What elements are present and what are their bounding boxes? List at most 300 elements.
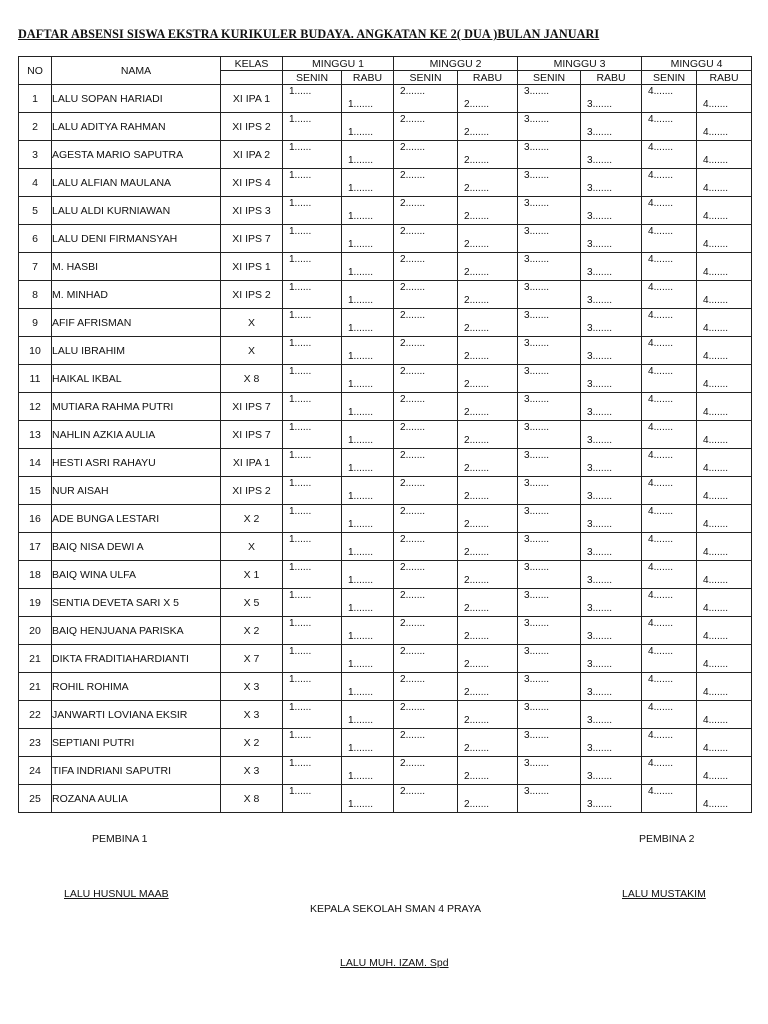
- attendance-cell-senin-4[interactable]: [642, 785, 697, 813]
- attendance-cell-senin-2[interactable]: [394, 729, 458, 757]
- attendance-cell-rabu-1[interactable]: [342, 281, 394, 309]
- attendance-cell-senin-3[interactable]: [518, 589, 581, 617]
- attendance-cell-rabu-2[interactable]: [458, 673, 518, 701]
- attendance-cell-rabu-2[interactable]: [458, 505, 518, 533]
- header-minggu-3: MINGGU 3: [518, 57, 642, 71]
- attendance-cell-senin-1[interactable]: [283, 365, 342, 393]
- table-row: [19, 197, 752, 225]
- attendance-cell-senin-4[interactable]: [642, 421, 697, 449]
- attendance-cell-senin-3[interactable]: [518, 197, 581, 225]
- attendance-cell-senin-4[interactable]: [642, 505, 697, 533]
- student-class: XI IPS 4: [221, 169, 283, 197]
- attendance-cell-senin-4[interactable]: [642, 309, 697, 337]
- attendance-cell-senin-2[interactable]: [394, 337, 458, 365]
- attendance-mark: 4.......: [648, 114, 674, 125]
- attendance-mark: 1.......: [348, 659, 374, 670]
- attendance-cell-senin-1[interactable]: [283, 673, 342, 701]
- attendance-cell-senin-4[interactable]: [642, 365, 697, 393]
- table-row: [19, 449, 752, 477]
- attendance-cell-senin-3[interactable]: [518, 533, 581, 561]
- attendance-cell-rabu-4[interactable]: [697, 421, 752, 449]
- attendance-cell-senin-2[interactable]: [394, 533, 458, 561]
- attendance-mark: 2.......: [400, 338, 426, 349]
- attendance-cell-senin-2[interactable]: [394, 617, 458, 645]
- attendance-cell-senin-4[interactable]: [642, 589, 697, 617]
- attendance-cell-rabu-1[interactable]: [342, 197, 394, 225]
- attendance-cell-senin-3[interactable]: [518, 645, 581, 673]
- student-name: SENTIA DEVETA SARI X 5: [52, 589, 221, 617]
- attendance-mark: 1.......: [348, 687, 374, 698]
- attendance-cell-rabu-4[interactable]: [697, 645, 752, 673]
- attendance-cell-rabu-2[interactable]: [458, 645, 518, 673]
- attendance-cell-rabu-4[interactable]: [697, 169, 752, 197]
- student-class: X 2: [221, 729, 283, 757]
- attendance-cell-senin-2[interactable]: [394, 449, 458, 477]
- attendance-mark: 4.......: [703, 379, 729, 390]
- attendance-cell-senin-2[interactable]: [394, 309, 458, 337]
- attendance-cell-rabu-3[interactable]: [581, 281, 642, 309]
- attendance-cell-rabu-2[interactable]: [458, 729, 518, 757]
- attendance-cell-rabu-2[interactable]: [458, 477, 518, 505]
- attendance-cell-rabu-2[interactable]: [458, 85, 518, 113]
- attendance-cell-rabu-3[interactable]: [581, 169, 642, 197]
- attendance-cell-senin-1[interactable]: [283, 449, 342, 477]
- attendance-cell-rabu-1[interactable]: [342, 141, 394, 169]
- attendance-cell-rabu-3[interactable]: [581, 561, 642, 589]
- attendance-mark: 4.......: [703, 687, 729, 698]
- attendance-cell-senin-2[interactable]: [394, 225, 458, 253]
- attendance-cell-senin-3[interactable]: [518, 757, 581, 785]
- attendance-cell-senin-2[interactable]: [394, 645, 458, 673]
- attendance-cell-rabu-2[interactable]: [458, 701, 518, 729]
- attendance-mark: 3.......: [587, 771, 613, 782]
- attendance-cell-rabu-1[interactable]: [342, 617, 394, 645]
- attendance-cell-senin-3[interactable]: [518, 337, 581, 365]
- attendance-cell-senin-4[interactable]: [642, 533, 697, 561]
- attendance-cell-rabu-2[interactable]: [458, 393, 518, 421]
- attendance-cell-senin-2[interactable]: [394, 421, 458, 449]
- attendance-mark: 2.......: [400, 562, 426, 573]
- attendance-mark: 2.......: [400, 422, 426, 433]
- attendance-cell-senin-4[interactable]: [642, 113, 697, 141]
- attendance-cell-rabu-2[interactable]: [458, 253, 518, 281]
- attendance-mark: 2.......: [464, 127, 490, 138]
- attendance-mark: 1......: [289, 758, 312, 769]
- attendance-cell-senin-2[interactable]: [394, 85, 458, 113]
- attendance-cell-rabu-2[interactable]: [458, 533, 518, 561]
- attendance-cell-rabu-4[interactable]: [697, 533, 752, 561]
- attendance-cell-rabu-1[interactable]: [342, 645, 394, 673]
- attendance-mark: 1......: [289, 254, 312, 265]
- attendance-cell-senin-2[interactable]: [394, 757, 458, 785]
- attendance-mark: 1......: [289, 310, 312, 321]
- attendance-cell-senin-3[interactable]: [518, 561, 581, 589]
- attendance-mark: 3.......: [524, 310, 550, 321]
- attendance-cell-senin-4[interactable]: [642, 757, 697, 785]
- attendance-cell-rabu-3[interactable]: [581, 645, 642, 673]
- attendance-cell-senin-1[interactable]: [283, 393, 342, 421]
- attendance-cell-senin-2[interactable]: [394, 113, 458, 141]
- attendance-cell-senin-2[interactable]: [394, 393, 458, 421]
- attendance-mark: 4.......: [648, 534, 674, 545]
- attendance-cell-senin-1[interactable]: [283, 141, 342, 169]
- attendance-cell-rabu-3[interactable]: [581, 533, 642, 561]
- attendance-cell-senin-2[interactable]: [394, 253, 458, 281]
- attendance-cell-rabu-2[interactable]: [458, 309, 518, 337]
- attendance-cell-rabu-2[interactable]: [458, 197, 518, 225]
- attendance-cell-rabu-2[interactable]: [458, 589, 518, 617]
- attendance-cell-senin-2[interactable]: [394, 141, 458, 169]
- attendance-cell-senin-2[interactable]: [394, 365, 458, 393]
- attendance-cell-senin-4[interactable]: [642, 561, 697, 589]
- student-name: LALU ADITYA RAHMAN: [52, 113, 221, 141]
- student-name: ADE BUNGA LESTARI: [52, 505, 221, 533]
- attendance-cell-rabu-2[interactable]: [458, 757, 518, 785]
- attendance-cell-senin-4[interactable]: [642, 337, 697, 365]
- attendance-cell-senin-4[interactable]: [642, 477, 697, 505]
- attendance-cell-rabu-1[interactable]: [342, 393, 394, 421]
- pembina-1-label: PEMBINA 1: [92, 833, 148, 845]
- attendance-cell-rabu-4[interactable]: [697, 589, 752, 617]
- attendance-mark: 1......: [289, 786, 312, 797]
- attendance-mark: 1......: [289, 282, 312, 293]
- attendance-mark: 3.......: [587, 155, 613, 166]
- attendance-cell-senin-4[interactable]: [642, 449, 697, 477]
- attendance-cell-rabu-3[interactable]: [581, 113, 642, 141]
- attendance-cell-rabu-1[interactable]: [342, 785, 394, 813]
- attendance-cell-senin-2[interactable]: [394, 477, 458, 505]
- attendance-cell-rabu-3[interactable]: [581, 505, 642, 533]
- attendance-cell-rabu-4[interactable]: [697, 253, 752, 281]
- attendance-mark: 3.......: [524, 114, 550, 125]
- attendance-cell-senin-4[interactable]: [642, 281, 697, 309]
- attendance-mark: 3.......: [587, 603, 613, 614]
- attendance-cell-rabu-2[interactable]: [458, 169, 518, 197]
- attendance-cell-senin-3[interactable]: [518, 477, 581, 505]
- attendance-cell-rabu-3[interactable]: [581, 85, 642, 113]
- attendance-cell-senin-3[interactable]: [518, 393, 581, 421]
- attendance-mark: 3.......: [587, 743, 613, 754]
- attendance-cell-senin-1[interactable]: [283, 757, 342, 785]
- attendance-cell-senin-1[interactable]: [283, 253, 342, 281]
- attendance-cell-rabu-1[interactable]: [342, 701, 394, 729]
- attendance-cell-rabu-1[interactable]: [342, 561, 394, 589]
- attendance-cell-rabu-4[interactable]: [697, 785, 752, 813]
- attendance-mark: 2.......: [400, 310, 426, 321]
- attendance-mark: 2.......: [464, 407, 490, 418]
- attendance-cell-rabu-3[interactable]: [581, 393, 642, 421]
- attendance-cell-rabu-3[interactable]: [581, 197, 642, 225]
- attendance-cell-rabu-4[interactable]: [697, 113, 752, 141]
- attendance-mark: 4.......: [648, 282, 674, 293]
- attendance-mark: 2.......: [464, 155, 490, 166]
- attendance-cell-rabu-4[interactable]: [697, 393, 752, 421]
- attendance-mark: 3.......: [524, 534, 550, 545]
- student-no: 17: [19, 533, 52, 561]
- attendance-mark: 4.......: [648, 142, 674, 153]
- attendance-cell-senin-3[interactable]: [518, 421, 581, 449]
- attendance-cell-senin-1[interactable]: [283, 617, 342, 645]
- attendance-cell-rabu-4[interactable]: [697, 85, 752, 113]
- attendance-cell-senin-1[interactable]: [283, 169, 342, 197]
- attendance-mark: 1......: [289, 702, 312, 713]
- attendance-cell-rabu-1[interactable]: [342, 113, 394, 141]
- attendance-cell-senin-3[interactable]: [518, 113, 581, 141]
- attendance-mark: 4.......: [648, 562, 674, 573]
- attendance-cell-senin-4[interactable]: [642, 225, 697, 253]
- attendance-cell-rabu-1[interactable]: [342, 337, 394, 365]
- attendance-mark: 2.......: [464, 771, 490, 782]
- attendance-cell-senin-2[interactable]: [394, 785, 458, 813]
- attendance-cell-senin-1[interactable]: [283, 477, 342, 505]
- attendance-cell-senin-1[interactable]: [283, 645, 342, 673]
- student-no: 14: [19, 449, 52, 477]
- attendance-cell-senin-1[interactable]: [283, 281, 342, 309]
- attendance-cell-senin-1[interactable]: [283, 589, 342, 617]
- attendance-cell-rabu-1[interactable]: [342, 365, 394, 393]
- attendance-cell-senin-2[interactable]: [394, 589, 458, 617]
- attendance-cell-senin-2[interactable]: [394, 673, 458, 701]
- attendance-cell-senin-1[interactable]: [283, 337, 342, 365]
- attendance-cell-senin-1[interactable]: [283, 113, 342, 141]
- attendance-mark: 3.......: [524, 618, 550, 629]
- attendance-cell-rabu-2[interactable]: [458, 449, 518, 477]
- attendance-cell-senin-3[interactable]: [518, 281, 581, 309]
- attendance-cell-rabu-1[interactable]: [342, 729, 394, 757]
- student-class: X: [221, 533, 283, 561]
- student-no: 4: [19, 169, 52, 197]
- attendance-cell-rabu-3[interactable]: [581, 729, 642, 757]
- attendance-cell-rabu-3[interactable]: [581, 617, 642, 645]
- attendance-cell-senin-3[interactable]: [518, 673, 581, 701]
- attendance-cell-rabu-2[interactable]: [458, 785, 518, 813]
- attendance-cell-rabu-3[interactable]: [581, 141, 642, 169]
- attendance-mark: 4.......: [703, 743, 729, 754]
- attendance-cell-senin-3[interactable]: [518, 617, 581, 645]
- attendance-cell-senin-1[interactable]: [283, 701, 342, 729]
- attendance-cell-rabu-2[interactable]: [458, 421, 518, 449]
- attendance-cell-senin-3[interactable]: [518, 785, 581, 813]
- attendance-cell-senin-1[interactable]: [283, 85, 342, 113]
- attendance-mark: 4.......: [703, 127, 729, 138]
- attendance-cell-rabu-1[interactable]: [342, 673, 394, 701]
- attendance-cell-senin-4[interactable]: [642, 617, 697, 645]
- attendance-cell-rabu-1[interactable]: [342, 253, 394, 281]
- attendance-mark: 3.......: [524, 506, 550, 517]
- attendance-mark: 2.......: [464, 463, 490, 474]
- attendance-mark: 1.......: [348, 295, 374, 306]
- attendance-cell-rabu-1[interactable]: [342, 589, 394, 617]
- attendance-cell-rabu-2[interactable]: [458, 225, 518, 253]
- attendance-cell-senin-4[interactable]: [642, 253, 697, 281]
- attendance-cell-rabu-4[interactable]: [697, 701, 752, 729]
- attendance-cell-senin-1[interactable]: [283, 505, 342, 533]
- attendance-cell-rabu-2[interactable]: [458, 365, 518, 393]
- attendance-cell-rabu-1[interactable]: [342, 309, 394, 337]
- attendance-cell-rabu-3[interactable]: [581, 253, 642, 281]
- attendance-mark: 4.......: [648, 730, 674, 741]
- attendance-cell-rabu-4[interactable]: [697, 617, 752, 645]
- attendance-mark: 2.......: [400, 226, 426, 237]
- attendance-mark: 1.......: [348, 463, 374, 474]
- attendance-cell-senin-1[interactable]: [283, 197, 342, 225]
- attendance-mark: 3.......: [524, 394, 550, 405]
- attendance-cell-rabu-4[interactable]: [697, 561, 752, 589]
- attendance-cell-senin-2[interactable]: [394, 197, 458, 225]
- student-name: JANWARTI LOVIANA EKSIR: [52, 701, 221, 729]
- attendance-cell-senin-3[interactable]: [518, 365, 581, 393]
- attendance-mark: 3.......: [587, 547, 613, 558]
- student-name: M. HASBI: [52, 253, 221, 281]
- attendance-cell-rabu-1[interactable]: [342, 169, 394, 197]
- attendance-cell-senin-4[interactable]: [642, 645, 697, 673]
- attendance-mark: 4.......: [703, 295, 729, 306]
- attendance-cell-rabu-3[interactable]: [581, 701, 642, 729]
- attendance-cell-rabu-4[interactable]: [697, 505, 752, 533]
- attendance-cell-senin-3[interactable]: [518, 505, 581, 533]
- student-class: XI IPS 2: [221, 113, 283, 141]
- attendance-cell-senin-1[interactable]: [283, 561, 342, 589]
- attendance-cell-senin-2[interactable]: [394, 169, 458, 197]
- attendance-cell-rabu-1[interactable]: [342, 421, 394, 449]
- attendance-cell-rabu-4[interactable]: [697, 365, 752, 393]
- attendance-cell-senin-4[interactable]: [642, 197, 697, 225]
- attendance-cell-rabu-1[interactable]: [342, 757, 394, 785]
- attendance-cell-rabu-1[interactable]: [342, 449, 394, 477]
- attendance-cell-rabu-3[interactable]: [581, 757, 642, 785]
- attendance-mark: 3.......: [524, 674, 550, 685]
- attendance-cell-rabu-4[interactable]: [697, 197, 752, 225]
- attendance-mark: 4.......: [648, 422, 674, 433]
- table-row: [19, 757, 752, 785]
- attendance-cell-rabu-1[interactable]: [342, 85, 394, 113]
- table-row: [19, 225, 752, 253]
- attendance-cell-senin-3[interactable]: [518, 169, 581, 197]
- attendance-mark: 2.......: [464, 743, 490, 754]
- attendance-cell-senin-1[interactable]: [283, 533, 342, 561]
- attendance-cell-rabu-2[interactable]: [458, 113, 518, 141]
- attendance-cell-senin-4[interactable]: [642, 85, 697, 113]
- attendance-mark: 1.......: [348, 435, 374, 446]
- attendance-cell-rabu-3[interactable]: [581, 673, 642, 701]
- attendance-mark: 4.......: [703, 183, 729, 194]
- attendance-cell-senin-4[interactable]: [642, 729, 697, 757]
- attendance-cell-rabu-2[interactable]: [458, 281, 518, 309]
- table-body: [19, 85, 752, 813]
- attendance-cell-senin-2[interactable]: [394, 701, 458, 729]
- attendance-mark: 3.......: [524, 338, 550, 349]
- student-no: 6: [19, 225, 52, 253]
- attendance-cell-senin-4[interactable]: [642, 701, 697, 729]
- attendance-cell-senin-3[interactable]: [518, 85, 581, 113]
- attendance-cell-senin-4[interactable]: [642, 169, 697, 197]
- attendance-cell-rabu-1[interactable]: [342, 477, 394, 505]
- table-row: [19, 645, 752, 673]
- attendance-cell-rabu-3[interactable]: [581, 477, 642, 505]
- student-no: 18: [19, 561, 52, 589]
- student-name: DIKTA FRADITIAHARDIANTI: [52, 645, 221, 673]
- attendance-cell-senin-2[interactable]: [394, 281, 458, 309]
- attendance-cell-senin-4[interactable]: [642, 393, 697, 421]
- attendance-cell-senin-2[interactable]: [394, 561, 458, 589]
- attendance-cell-rabu-4[interactable]: [697, 309, 752, 337]
- attendance-cell-rabu-4[interactable]: [697, 141, 752, 169]
- attendance-cell-senin-3[interactable]: [518, 253, 581, 281]
- attendance-cell-rabu-2[interactable]: [458, 337, 518, 365]
- attendance-cell-rabu-3[interactable]: [581, 365, 642, 393]
- attendance-cell-rabu-1[interactable]: [342, 505, 394, 533]
- attendance-cell-senin-4[interactable]: [642, 673, 697, 701]
- attendance-cell-rabu-3[interactable]: [581, 421, 642, 449]
- kepala-sekolah-label: KEPALA SEKOLAH SMAN 4 PRAYA: [310, 903, 481, 915]
- attendance-cell-rabu-2[interactable]: [458, 617, 518, 645]
- attendance-cell-rabu-4[interactable]: [697, 281, 752, 309]
- attendance-mark: 4.......: [648, 506, 674, 517]
- attendance-cell-rabu-1[interactable]: [342, 225, 394, 253]
- attendance-mark: 3.......: [587, 407, 613, 418]
- attendance-cell-rabu-4[interactable]: [697, 337, 752, 365]
- attendance-cell-rabu-3[interactable]: [581, 785, 642, 813]
- attendance-mark: 1......: [289, 198, 312, 209]
- attendance-cell-rabu-4[interactable]: [697, 673, 752, 701]
- attendance-cell-rabu-4[interactable]: [697, 449, 752, 477]
- attendance-cell-rabu-1[interactable]: [342, 533, 394, 561]
- attendance-cell-rabu-3[interactable]: [581, 337, 642, 365]
- attendance-cell-rabu-4[interactable]: [697, 477, 752, 505]
- attendance-mark: 1.......: [348, 211, 374, 222]
- attendance-mark: 4.......: [648, 618, 674, 629]
- attendance-mark: 3.......: [524, 590, 550, 601]
- attendance-cell-senin-3[interactable]: [518, 225, 581, 253]
- student-no: 5: [19, 197, 52, 225]
- student-no: 21: [19, 673, 52, 701]
- student-no: 13: [19, 421, 52, 449]
- attendance-cell-rabu-4[interactable]: [697, 225, 752, 253]
- attendance-cell-rabu-3[interactable]: [581, 589, 642, 617]
- attendance-cell-senin-3[interactable]: [518, 309, 581, 337]
- attendance-cell-rabu-2[interactable]: [458, 561, 518, 589]
- attendance-mark: 4.......: [648, 226, 674, 237]
- attendance-mark: 2.......: [400, 394, 426, 405]
- attendance-cell-senin-2[interactable]: [394, 505, 458, 533]
- table-row: [19, 281, 752, 309]
- attendance-cell-senin-1[interactable]: [283, 729, 342, 757]
- attendance-cell-rabu-3[interactable]: [581, 449, 642, 477]
- attendance-mark: 4.......: [703, 463, 729, 474]
- student-no: 10: [19, 337, 52, 365]
- attendance-cell-rabu-4[interactable]: [697, 729, 752, 757]
- attendance-cell-rabu-3[interactable]: [581, 309, 642, 337]
- attendance-cell-senin-1[interactable]: [283, 309, 342, 337]
- pembina-2-name: LALU MUSTAKIM: [622, 888, 706, 900]
- attendance-cell-senin-3[interactable]: [518, 141, 581, 169]
- attendance-cell-senin-3[interactable]: [518, 449, 581, 477]
- attendance-cell-senin-1[interactable]: [283, 785, 342, 813]
- attendance-cell-rabu-4[interactable]: [697, 757, 752, 785]
- attendance-cell-rabu-3[interactable]: [581, 225, 642, 253]
- attendance-cell-senin-3[interactable]: [518, 729, 581, 757]
- attendance-cell-senin-1[interactable]: [283, 421, 342, 449]
- attendance-mark: 1.......: [348, 267, 374, 278]
- header-minggu-1: MINGGU 1: [283, 57, 394, 71]
- attendance-cell-rabu-2[interactable]: [458, 141, 518, 169]
- attendance-mark: 2.......: [464, 491, 490, 502]
- attendance-cell-senin-3[interactable]: [518, 701, 581, 729]
- student-class: X 7: [221, 645, 283, 673]
- student-no: 21: [19, 645, 52, 673]
- attendance-cell-senin-1[interactable]: [283, 225, 342, 253]
- attendance-cell-senin-4[interactable]: [642, 141, 697, 169]
